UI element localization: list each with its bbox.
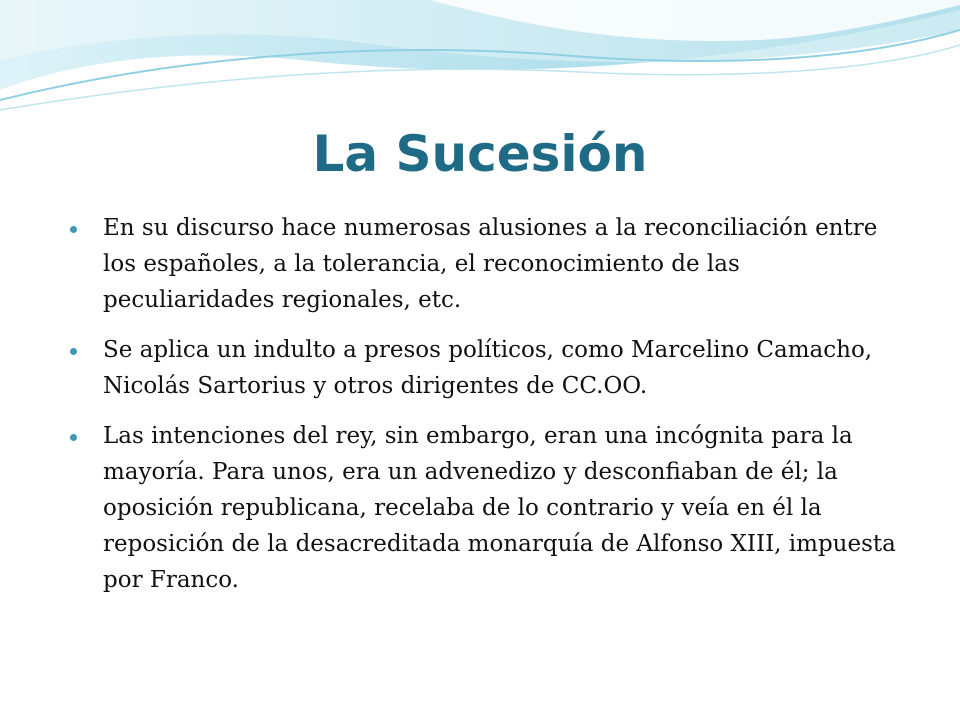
- bullet-text: En su discurso hace numerosas alusiones a la reconciliación entre los españoles, a la tolerancia, el reconocimiento de las peculiaridades regionales, etc.: [103, 215, 878, 313]
- list-item: [66, 210, 896, 318]
- bullet-dot-icon: [70, 434, 77, 441]
- bullet-text: Se aplica un indulto a presos políticos, como Marcelino Camacho, Nicolás Sartorius y otros dirigentes de CC.OO.: [103, 337, 873, 399]
- bullet-dot-icon: [70, 226, 77, 233]
- list-item: [66, 418, 896, 598]
- bullet-dot-icon: [70, 348, 77, 355]
- bullet-list: [66, 210, 896, 612]
- bullet-text: Las intenciones del rey, sin embargo, eran una incógnita para la mayoría. Para unos, era un advenedizo y desconfiaban de él; la oposición republicana, recelaba de lo contrario y veía en él la reposición de la desacreditada monarquía de Alfonso XIII, impuesta por Franco.: [103, 423, 896, 593]
- list-item: [66, 332, 896, 404]
- slide-title: La Sucesión: [312, 125, 648, 183]
- decorative-wave-header: [0, 0, 960, 120]
